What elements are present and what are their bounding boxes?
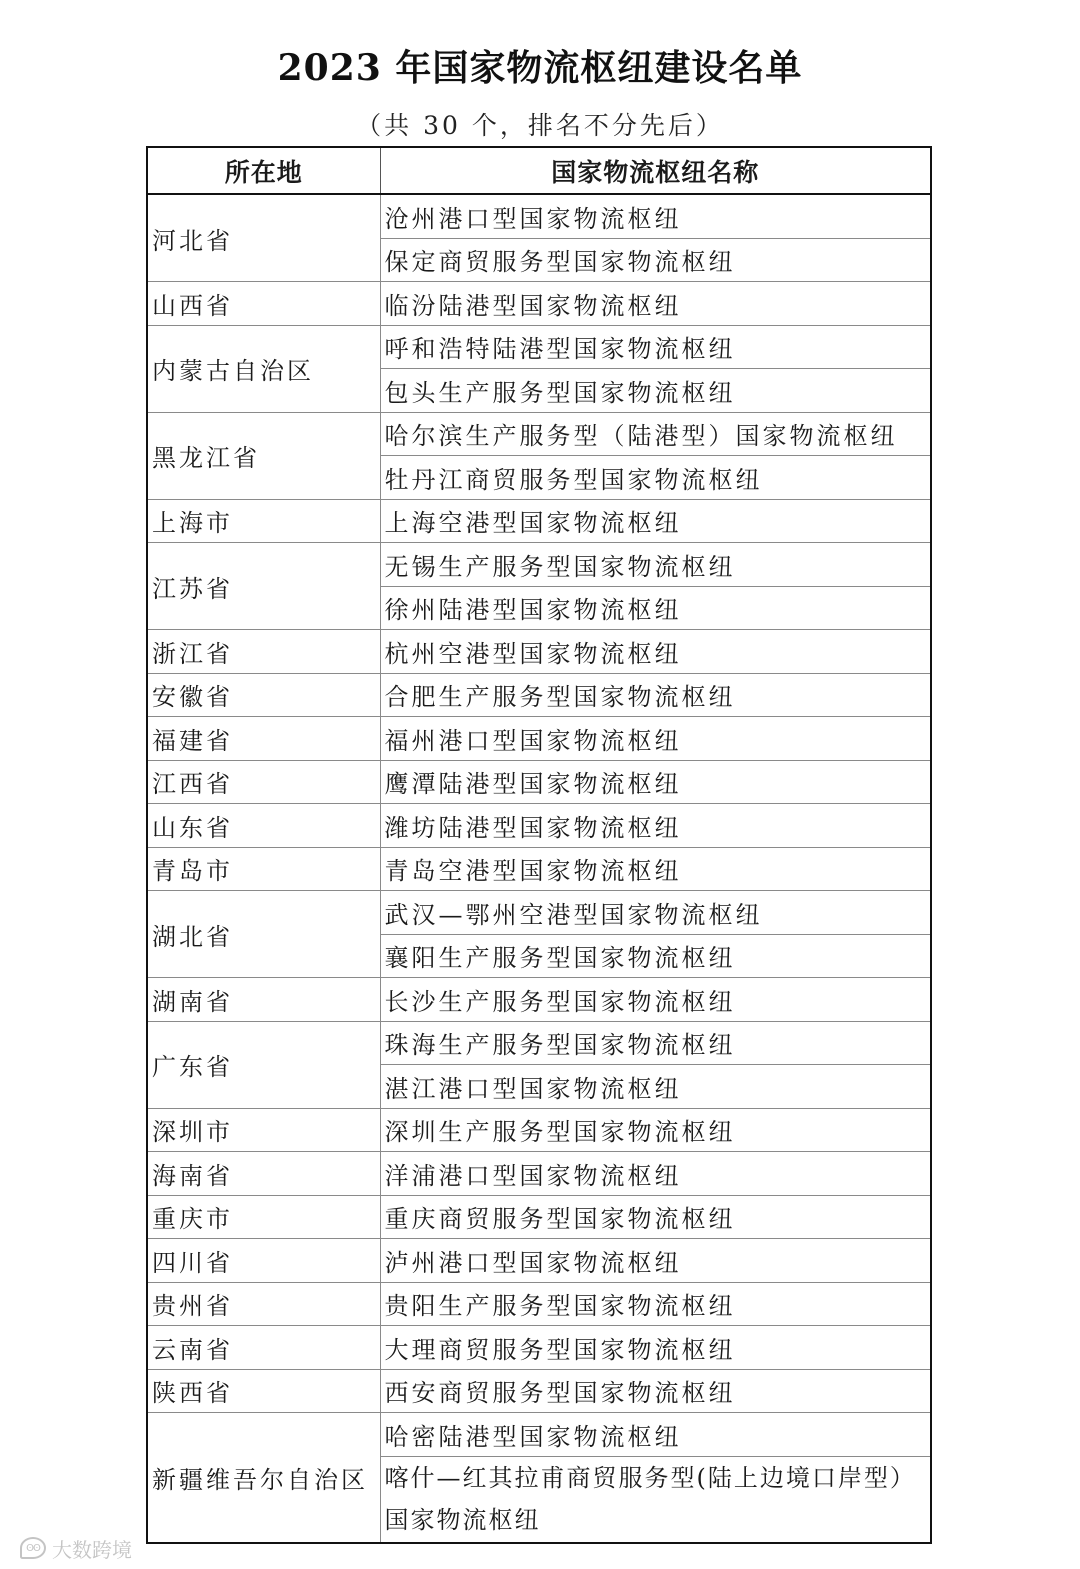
table-row bbox=[147, 543, 931, 587]
location-cell: 福建省 bbox=[147, 717, 380, 761]
table-row bbox=[147, 891, 931, 935]
location-cell: 安徽省 bbox=[147, 673, 380, 717]
location-cell: 陕西省 bbox=[147, 1369, 380, 1413]
hub-name-cell: 青岛空港型国家物流枢纽 bbox=[380, 847, 931, 891]
hub-name-cell: 牡丹江商贸服务型国家物流枢纽 bbox=[380, 456, 931, 500]
table-row bbox=[147, 1152, 931, 1196]
watermark-text: 大数跨境 bbox=[52, 1537, 132, 1562]
hub-name-cell: 喀什—红其拉甫商贸服务型(陆上边境口岸型）国家物流枢纽 bbox=[380, 1456, 931, 1543]
hub-name-cell: 重庆商贸服务型国家物流枢纽 bbox=[380, 1195, 931, 1239]
hub-name-cell: 潍坊陆港型国家物流枢纽 bbox=[380, 804, 931, 848]
header-location: 所在地 bbox=[147, 147, 380, 194]
table-row bbox=[147, 282, 931, 326]
location-cell: 深圳市 bbox=[147, 1108, 380, 1152]
table-row bbox=[147, 978, 931, 1022]
table-row bbox=[147, 499, 931, 543]
location-cell: 湖南省 bbox=[147, 978, 380, 1022]
table-row bbox=[147, 1369, 931, 1413]
hub-list-table bbox=[146, 146, 932, 1544]
hub-name-cell: 无锡生产服务型国家物流枢纽 bbox=[380, 543, 931, 587]
table-row bbox=[147, 630, 931, 674]
location-cell: 山西省 bbox=[147, 282, 380, 326]
location-cell: 上海市 bbox=[147, 499, 380, 543]
table-header-row bbox=[147, 147, 931, 194]
location-cell: 贵州省 bbox=[147, 1282, 380, 1326]
table-row bbox=[147, 804, 931, 848]
location-cell: 山东省 bbox=[147, 804, 380, 848]
table-row bbox=[147, 1195, 931, 1239]
table-row bbox=[147, 1021, 931, 1065]
hub-name-cell: 徐州陆港型国家物流枢纽 bbox=[380, 586, 931, 630]
table-row bbox=[147, 1239, 931, 1283]
hub-name-cell: 鹰潭陆港型国家物流枢纽 bbox=[380, 760, 931, 804]
location-cell: 新疆维吾尔自治区 bbox=[147, 1413, 380, 1543]
hub-name-cell: 上海空港型国家物流枢纽 bbox=[380, 499, 931, 543]
hub-name-cell: 哈尔滨生产服务型（陆港型）国家物流枢纽 bbox=[380, 412, 931, 456]
location-cell: 内蒙古自治区 bbox=[147, 325, 380, 412]
hub-name-cell: 襄阳生产服务型国家物流枢纽 bbox=[380, 934, 931, 978]
document-title: 2023 年国家物流枢纽建设名单 bbox=[277, 47, 803, 89]
location-cell: 广东省 bbox=[147, 1021, 380, 1108]
table-row bbox=[147, 760, 931, 804]
table-row bbox=[147, 1413, 931, 1457]
hub-name-cell: 杭州空港型国家物流枢纽 bbox=[380, 630, 931, 674]
location-cell: 湖北省 bbox=[147, 891, 380, 978]
location-cell: 四川省 bbox=[147, 1239, 380, 1283]
watermark-logo-icon: ʘʘ bbox=[20, 1537, 46, 1559]
hub-name-cell: 珠海生产服务型国家物流枢纽 bbox=[380, 1021, 931, 1065]
hub-name-cell: 呼和浩特陆港型国家物流枢纽 bbox=[380, 325, 931, 369]
hub-name-cell: 西安商贸服务型国家物流枢纽 bbox=[380, 1369, 931, 1413]
table-row bbox=[147, 717, 931, 761]
hub-name-cell: 合肥生产服务型国家物流枢纽 bbox=[380, 673, 931, 717]
table-row bbox=[147, 847, 931, 891]
table-body bbox=[147, 194, 931, 1543]
table-row bbox=[147, 673, 931, 717]
table-row bbox=[147, 1108, 931, 1152]
table-row bbox=[147, 1282, 931, 1326]
hub-name-cell: 大理商贸服务型国家物流枢纽 bbox=[380, 1326, 931, 1370]
header-hub-name: 国家物流枢纽名称 bbox=[380, 147, 931, 194]
hub-name-cell: 保定商贸服务型国家物流枢纽 bbox=[380, 238, 931, 282]
location-cell: 江西省 bbox=[147, 760, 380, 804]
hub-name-cell: 包头生产服务型国家物流枢纽 bbox=[380, 369, 931, 413]
table-row bbox=[147, 325, 931, 369]
watermark bbox=[20, 1535, 132, 1561]
location-cell: 浙江省 bbox=[147, 630, 380, 674]
hub-name-cell: 哈密陆港型国家物流枢纽 bbox=[380, 1413, 931, 1457]
location-cell: 河北省 bbox=[147, 194, 380, 282]
hub-name-cell: 临汾陆港型国家物流枢纽 bbox=[380, 282, 931, 326]
hub-name-cell: 武汉—鄂州空港型国家物流枢纽 bbox=[380, 891, 931, 935]
hub-name-cell: 泸州港口型国家物流枢纽 bbox=[380, 1239, 931, 1283]
location-cell: 江苏省 bbox=[147, 543, 380, 630]
location-cell: 海南省 bbox=[147, 1152, 380, 1196]
hub-name-cell: 湛江港口型国家物流枢纽 bbox=[380, 1065, 931, 1109]
table-row bbox=[147, 1326, 931, 1370]
location-cell: 黑龙江省 bbox=[147, 412, 380, 499]
hub-name-cell: 沧州港口型国家物流枢纽 bbox=[380, 194, 931, 238]
hub-name-cell: 长沙生产服务型国家物流枢纽 bbox=[380, 978, 931, 1022]
hub-name-cell: 贵阳生产服务型国家物流枢纽 bbox=[380, 1282, 931, 1326]
location-cell: 云南省 bbox=[147, 1326, 380, 1370]
location-cell: 重庆市 bbox=[147, 1195, 380, 1239]
hub-name-cell: 洋浦港口型国家物流枢纽 bbox=[380, 1152, 931, 1196]
document-subtitle: （共 30 个，排名不分先后） bbox=[356, 111, 724, 140]
hub-name-cell: 福州港口型国家物流枢纽 bbox=[380, 717, 931, 761]
table-row bbox=[147, 194, 931, 238]
table-row bbox=[147, 412, 931, 456]
hub-name-cell: 深圳生产服务型国家物流枢纽 bbox=[380, 1108, 931, 1152]
location-cell: 青岛市 bbox=[147, 847, 380, 891]
